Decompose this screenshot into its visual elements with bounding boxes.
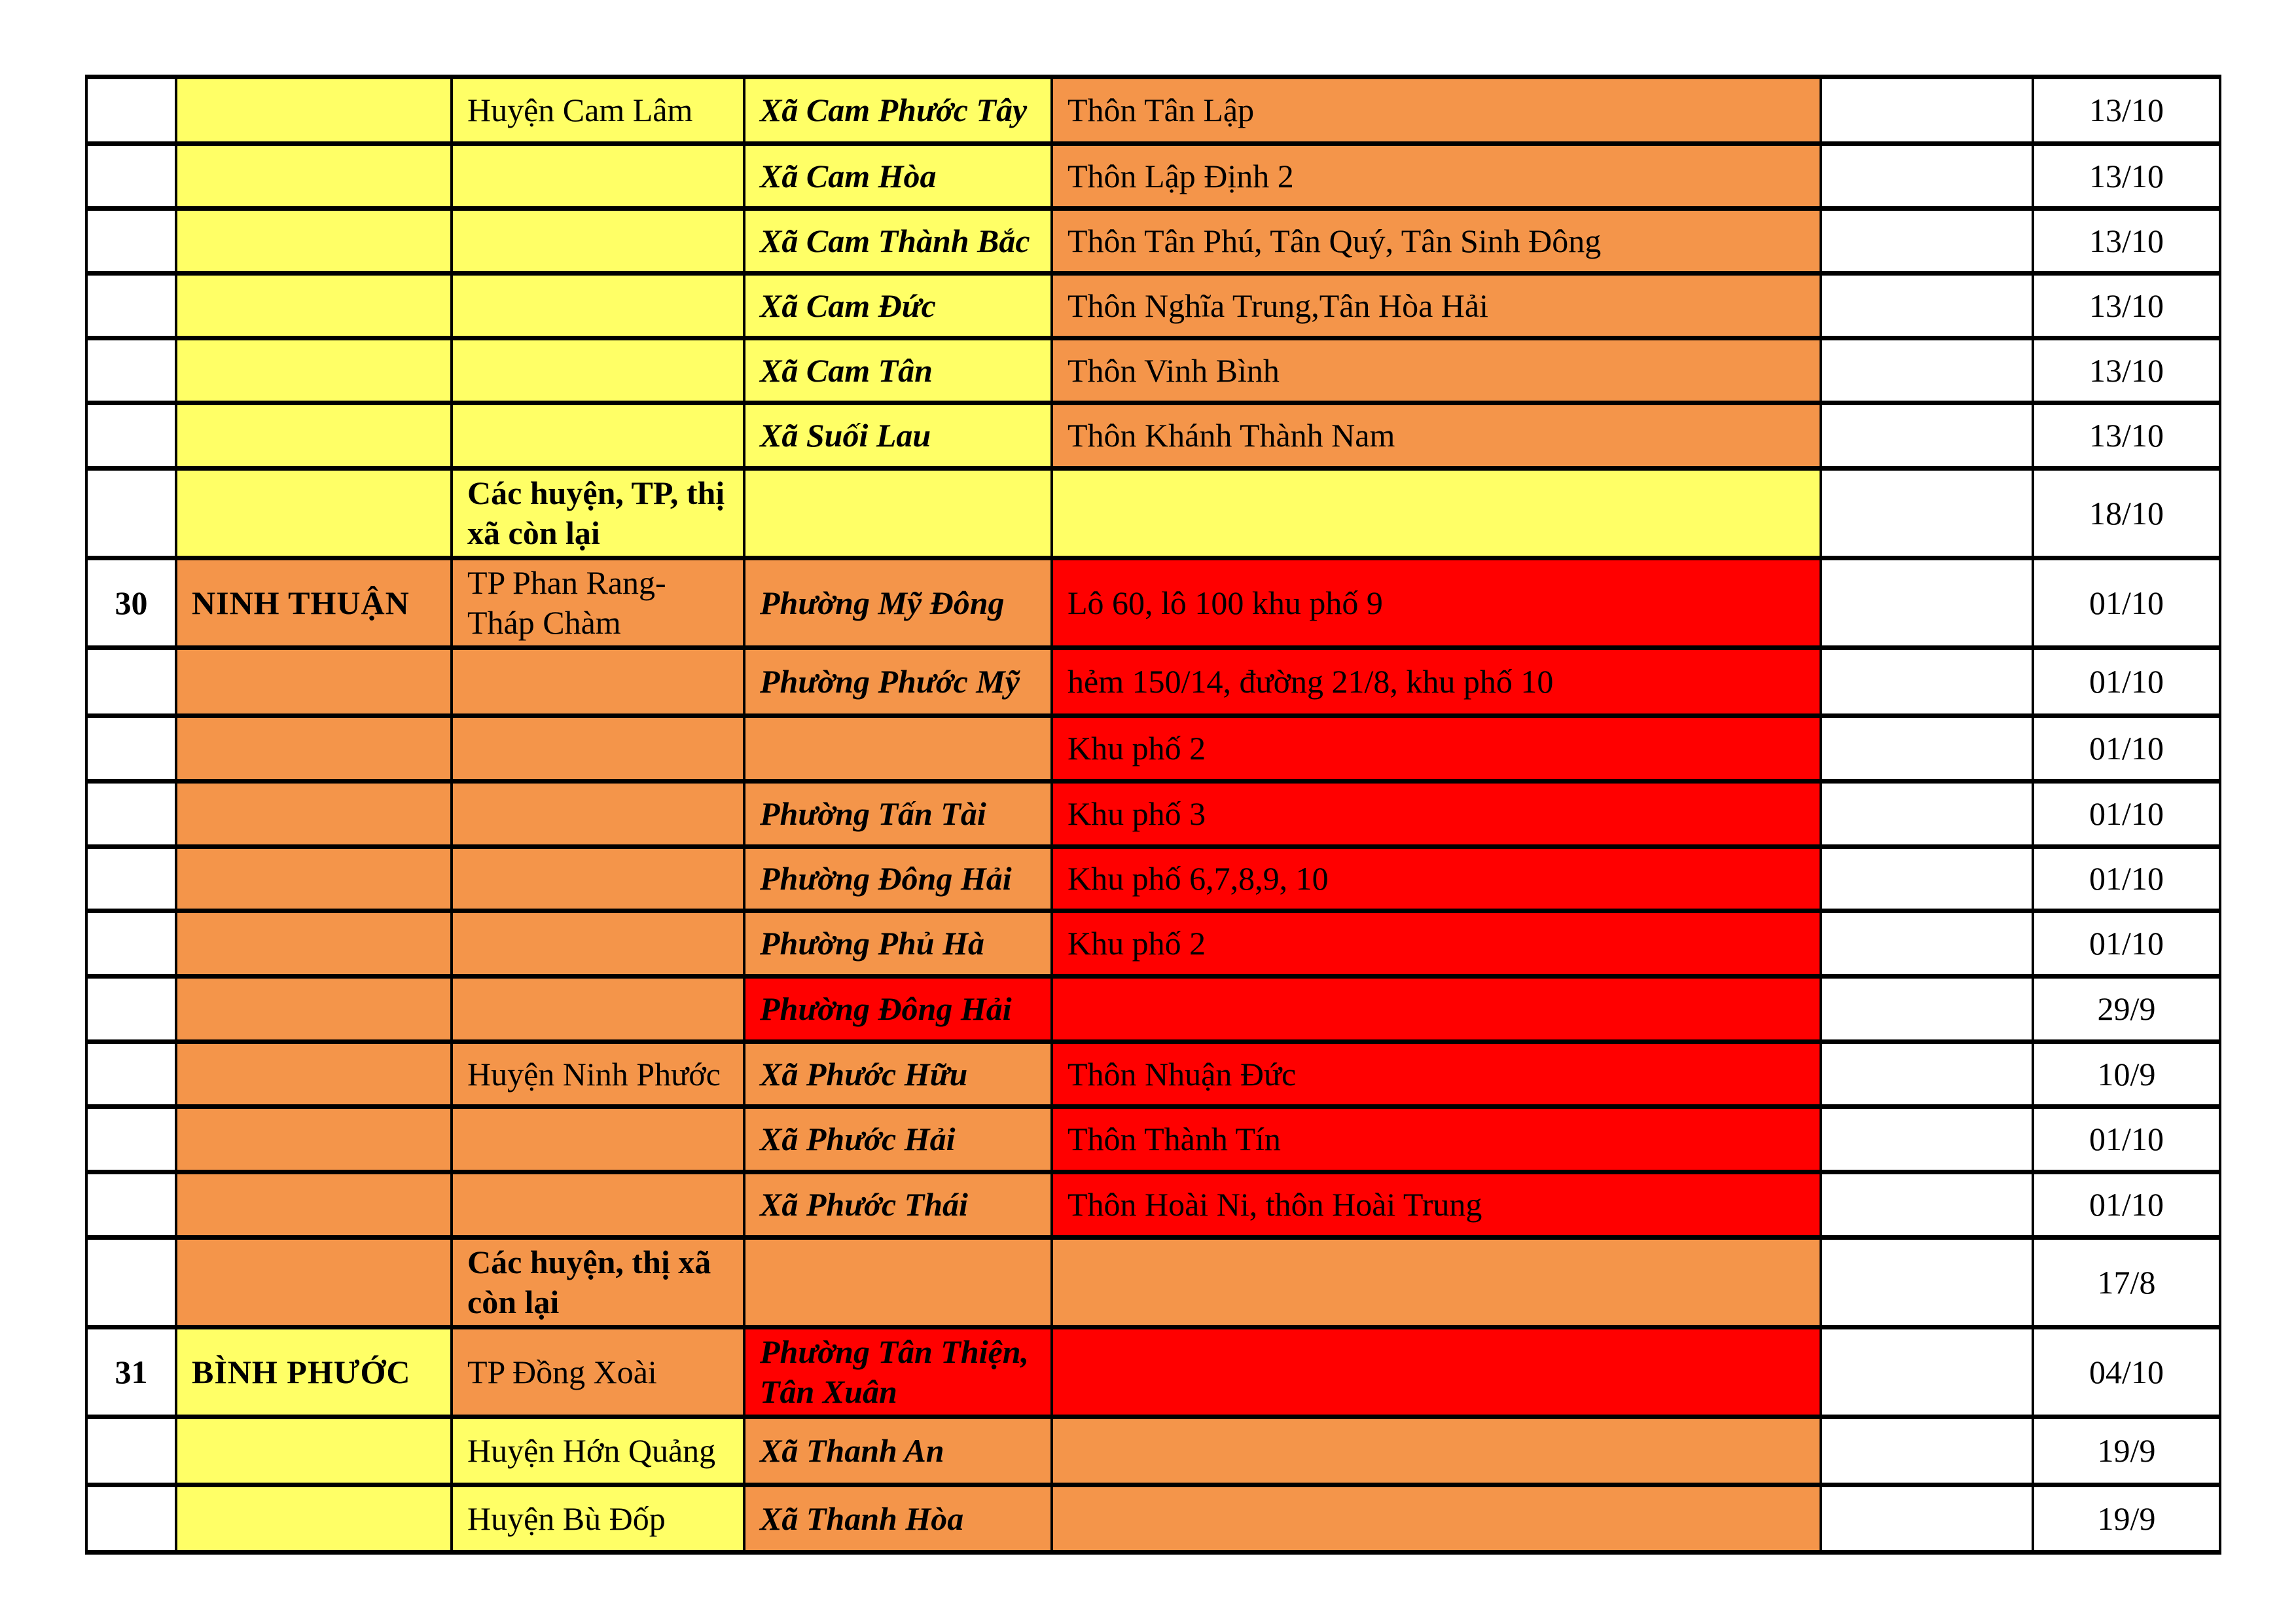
cell-ward: Xã Thanh Hòa <box>744 1485 1052 1553</box>
cell-district: Huyện Bù Đốp <box>452 1485 744 1553</box>
cell-province <box>176 1107 452 1172</box>
cell-ward: Phường Tân Thiện, Tân Xuân <box>744 1327 1052 1417</box>
cell-village: Thôn Tân Lập <box>1052 77 1821 144</box>
cell-spacer <box>1821 648 2033 716</box>
cell-province <box>176 274 452 338</box>
cell-date: 01/10 <box>2033 1107 2220 1172</box>
cell-ward: Xã Cam Phước Tây <box>744 77 1052 144</box>
cell-spacer <box>1821 911 2033 977</box>
table-body <box>86 77 2220 1553</box>
cell-index: 31 <box>86 1327 176 1417</box>
cell-date: 18/10 <box>2033 469 2220 558</box>
cell-date: 13/10 <box>2033 403 2220 469</box>
cell-index <box>86 1485 176 1553</box>
cell-village <box>1052 1327 1821 1417</box>
cell-ward: Xã Cam Thành Bắc <box>744 209 1052 274</box>
cell-index <box>86 648 176 716</box>
cell-spacer <box>1821 209 2033 274</box>
cell-ward: Phường Phước Mỹ <box>744 648 1052 716</box>
cell-date: 10/9 <box>2033 1042 2220 1107</box>
cell-province <box>176 648 452 716</box>
cell-spacer <box>1821 469 2033 558</box>
table-row <box>86 782 2220 847</box>
cell-province <box>176 1485 452 1553</box>
cell-district: Các huyện, TP, thị xã còn lại <box>452 469 744 558</box>
cell-ward: Phường Đông Hải <box>744 977 1052 1042</box>
cell-ward: Phường Đông Hải <box>744 847 1052 911</box>
cell-village: hẻm 150/14, đường 21/8, khu phố 10 <box>1052 648 1821 716</box>
covid-risk-zone-table <box>85 75 2221 1555</box>
cell-spacer <box>1821 1107 2033 1172</box>
covid-risk-zone-table-wrap <box>85 75 2221 1555</box>
cell-district <box>452 648 744 716</box>
cell-index <box>86 77 176 144</box>
cell-province <box>176 911 452 977</box>
cell-village: Thôn Nghĩa Trung,Tân Hòa Hải <box>1052 274 1821 338</box>
cell-spacer <box>1821 1485 2033 1553</box>
cell-district: TP Phan Rang-Tháp Chàm <box>452 558 744 648</box>
cell-district <box>452 338 744 403</box>
cell-ward: Phường Phủ Hà <box>744 911 1052 977</box>
cell-date: 13/10 <box>2033 338 2220 403</box>
cell-spacer <box>1821 274 2033 338</box>
cell-district <box>452 1172 744 1238</box>
cell-village: Thôn Khánh Thành Nam <box>1052 403 1821 469</box>
cell-province <box>176 469 452 558</box>
cell-ward: Xã Phước Thái <box>744 1172 1052 1238</box>
cell-district <box>452 1107 744 1172</box>
cell-province <box>176 1042 452 1107</box>
cell-village: Khu phố 2 <box>1052 911 1821 977</box>
table-row <box>86 1417 2220 1485</box>
table-row <box>86 403 2220 469</box>
table-row <box>86 1238 2220 1327</box>
table-row <box>86 977 2220 1042</box>
table-row <box>86 1327 2220 1417</box>
cell-index: 30 <box>86 558 176 648</box>
cell-province <box>176 144 452 209</box>
cell-spacer <box>1821 77 2033 144</box>
cell-date: 01/10 <box>2033 716 2220 782</box>
cell-index <box>86 847 176 911</box>
cell-district <box>452 911 744 977</box>
cell-district <box>452 716 744 782</box>
cell-province: BÌNH PHƯỚC <box>176 1327 452 1417</box>
table-row <box>86 274 2220 338</box>
cell-village: Lô 60, lô 100 khu phố 9 <box>1052 558 1821 648</box>
cell-date: 01/10 <box>2033 1172 2220 1238</box>
cell-village: Thôn Lập Định 2 <box>1052 144 1821 209</box>
cell-village: Thôn Vinh Bình <box>1052 338 1821 403</box>
cell-index <box>86 338 176 403</box>
cell-index <box>86 144 176 209</box>
cell-ward <box>744 1238 1052 1327</box>
cell-index <box>86 782 176 847</box>
cell-district <box>452 144 744 209</box>
cell-province <box>176 77 452 144</box>
cell-village <box>1052 977 1821 1042</box>
cell-district: Huyện Hớn Quảng <box>452 1417 744 1485</box>
cell-index <box>86 403 176 469</box>
cell-province <box>176 338 452 403</box>
cell-village <box>1052 469 1821 558</box>
cell-index <box>86 209 176 274</box>
cell-ward: Phường Tấn Tài <box>744 782 1052 847</box>
cell-spacer <box>1821 144 2033 209</box>
cell-date: 01/10 <box>2033 911 2220 977</box>
cell-village: Khu phố 6,7,8,9, 10 <box>1052 847 1821 911</box>
cell-index <box>86 911 176 977</box>
cell-village: Thôn Tân Phú, Tân Quý, Tân Sinh Đông <box>1052 209 1821 274</box>
cell-spacer <box>1821 1238 2033 1327</box>
cell-district <box>452 977 744 1042</box>
cell-date: 17/8 <box>2033 1238 2220 1327</box>
table-row <box>86 338 2220 403</box>
cell-village: Khu phố 2 <box>1052 716 1821 782</box>
cell-index <box>86 1172 176 1238</box>
cell-spacer <box>1821 1042 2033 1107</box>
cell-province <box>176 977 452 1042</box>
cell-index <box>86 977 176 1042</box>
cell-village: Thôn Hoài Ni, thôn Hoài Trung <box>1052 1172 1821 1238</box>
table-row <box>86 77 2220 144</box>
cell-date: 13/10 <box>2033 77 2220 144</box>
cell-date: 13/10 <box>2033 144 2220 209</box>
cell-date: 29/9 <box>2033 977 2220 1042</box>
cell-ward: Xã Phước Hải <box>744 1107 1052 1172</box>
table-row <box>86 716 2220 782</box>
cell-date: 01/10 <box>2033 558 2220 648</box>
cell-village: Thôn Nhuận Đức <box>1052 1042 1821 1107</box>
cell-spacer <box>1821 1327 2033 1417</box>
cell-district <box>452 782 744 847</box>
cell-province <box>176 1417 452 1485</box>
cell-district: Huyện Ninh Phước <box>452 1042 744 1107</box>
cell-province <box>176 209 452 274</box>
cell-ward: Phường Mỹ Đông <box>744 558 1052 648</box>
cell-ward <box>744 469 1052 558</box>
cell-index <box>86 1107 176 1172</box>
table-row <box>86 648 2220 716</box>
cell-date: 01/10 <box>2033 648 2220 716</box>
cell-village <box>1052 1417 1821 1485</box>
cell-index <box>86 1238 176 1327</box>
cell-province <box>176 1238 452 1327</box>
cell-spacer <box>1821 558 2033 648</box>
cell-spacer <box>1821 338 2033 403</box>
cell-spacer <box>1821 403 2033 469</box>
cell-village: Khu phố 3 <box>1052 782 1821 847</box>
cell-date: 13/10 <box>2033 274 2220 338</box>
cell-ward: Xã Phước Hữu <box>744 1042 1052 1107</box>
table-row <box>86 911 2220 977</box>
cell-village <box>1052 1485 1821 1553</box>
cell-province: NINH THUẬN <box>176 558 452 648</box>
cell-province <box>176 403 452 469</box>
cell-index <box>86 469 176 558</box>
table-row <box>86 209 2220 274</box>
cell-index <box>86 1417 176 1485</box>
cell-date: 19/9 <box>2033 1485 2220 1553</box>
table-row <box>86 847 2220 911</box>
cell-spacer <box>1821 716 2033 782</box>
cell-spacer <box>1821 847 2033 911</box>
cell-province <box>176 782 452 847</box>
cell-date: 19/9 <box>2033 1417 2220 1485</box>
cell-date: 01/10 <box>2033 782 2220 847</box>
cell-date: 13/10 <box>2033 209 2220 274</box>
cell-ward: Xã Suối Lau <box>744 403 1052 469</box>
cell-ward: Xã Thanh An <box>744 1417 1052 1485</box>
cell-ward: Xã Cam Hòa <box>744 144 1052 209</box>
cell-district: Huyện Cam Lâm <box>452 77 744 144</box>
cell-district <box>452 209 744 274</box>
cell-province <box>176 716 452 782</box>
cell-province <box>176 1172 452 1238</box>
table-row <box>86 469 2220 558</box>
cell-ward: Xã Cam Tân <box>744 338 1052 403</box>
table-row <box>86 558 2220 648</box>
cell-date: 04/10 <box>2033 1327 2220 1417</box>
cell-ward: Xã Cam Đức <box>744 274 1052 338</box>
cell-index <box>86 1042 176 1107</box>
table-row <box>86 1107 2220 1172</box>
cell-index <box>86 716 176 782</box>
cell-district: Các huyện, thị xã còn lại <box>452 1238 744 1327</box>
table-row <box>86 144 2220 209</box>
table-row <box>86 1172 2220 1238</box>
table-row <box>86 1042 2220 1107</box>
table-row <box>86 1485 2220 1553</box>
cell-spacer <box>1821 782 2033 847</box>
cell-spacer <box>1821 1172 2033 1238</box>
cell-village: Thôn Thành Tín <box>1052 1107 1821 1172</box>
cell-district <box>452 403 744 469</box>
cell-spacer <box>1821 977 2033 1042</box>
cell-spacer <box>1821 1417 2033 1485</box>
cell-district <box>452 847 744 911</box>
cell-district <box>452 274 744 338</box>
cell-date: 01/10 <box>2033 847 2220 911</box>
cell-province <box>176 847 452 911</box>
cell-district: TP Đồng Xoài <box>452 1327 744 1417</box>
cell-village <box>1052 1238 1821 1327</box>
cell-index <box>86 274 176 338</box>
cell-ward <box>744 716 1052 782</box>
